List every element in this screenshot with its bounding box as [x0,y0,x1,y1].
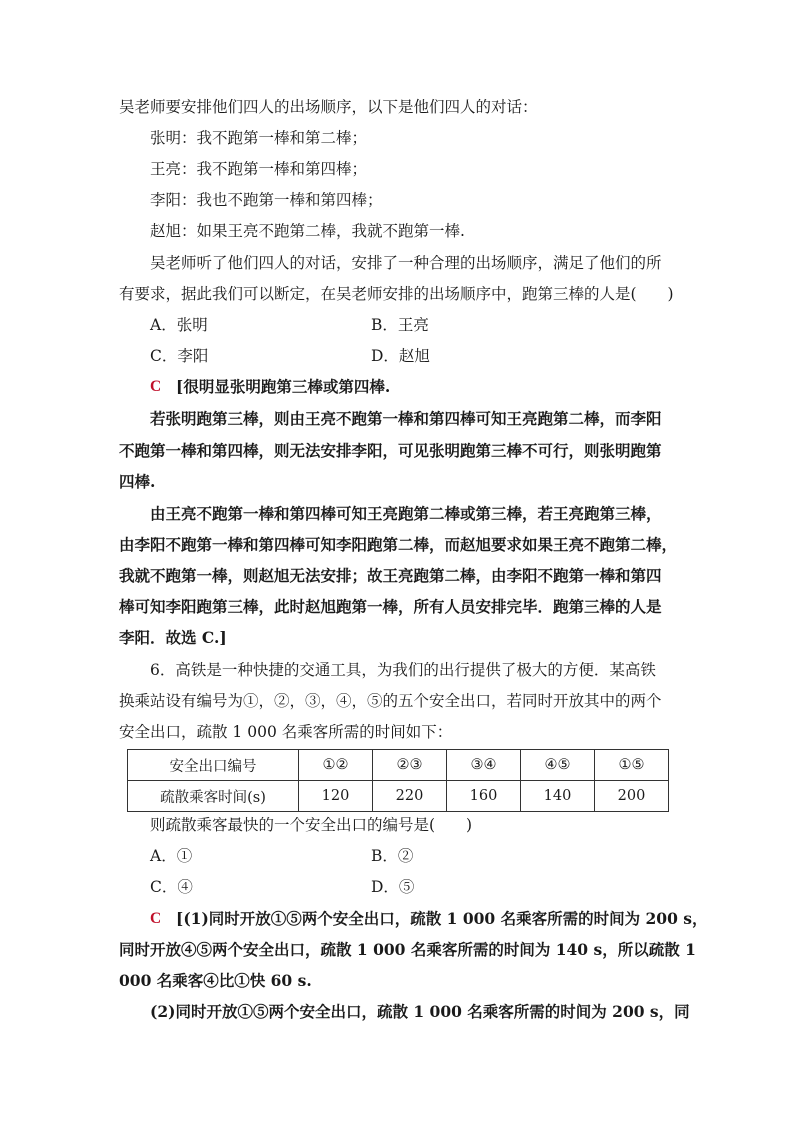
explanation-line-2: 若张明跑第三棒，则由王亮不跑第一棒和第四棒可知王亮跑第二棒，而李阳 [150,409,662,428]
explanation-line-4: (2)同时开放①⑤两个安全出口，疏散 1 000 名乘客所需的时间为 200 s，同 [150,1002,690,1021]
explanation-line-7: 我就不跑第一棒，则赵旭无法安排；故王亮跑第二棒，由李阳不跑第一棒和第四 [119,566,662,585]
question-line-1: 吴老师听了他们四人的对话，安排了一种合理的出场顺序，满足了他们的所 [150,254,662,272]
option-d: D．⑤ [371,878,415,896]
explanation-line-8: 棒可知李阳跑第三棒，此时赵旭跑第一棒，所有人员安排完毕．跑第三棒的人是 [119,597,662,616]
dialogue-wangliang: 王亮：我不跑第一棒和第四棒； [150,160,368,178]
table-cell: 140 [521,781,595,812]
table-row [128,781,669,812]
explanation-line-2: 同时开放④⑤两个安全出口，疏散 1 000 名乘客所需的时间为 140 s，所以疏散 1 [119,940,696,959]
table-cell: ④⑤ [521,750,595,781]
option-a: A．张明 [150,316,208,334]
table-header-exit: 安全出口编号 [128,750,299,781]
dialogue-liyang: 李阳：我也不跑第一棒和第四棒； [150,191,383,209]
answer-letter: C [150,378,162,395]
explanation-line-6: 由李阳不跑第一棒和第四棒可知李阳跑第二棒，而赵旭要求如果王亮不跑第二棒， [119,535,678,554]
option-b: B．② [371,847,414,865]
dialogue-zhangming: 张明：我不跑第一棒和第二棒； [150,129,368,147]
table-cell: ②③ [373,750,447,781]
explanation-line-3: 不跑第一棒和第四棒，则无法安排李阳，可见张明跑第三棒不可行，则张明跑第 [119,441,662,460]
table-cell: ①② [299,750,373,781]
table-cell: 200 [595,781,669,812]
explanation-line-5: 由王亮不跑第一棒和第四棒可知王亮跑第二棒或第三棒，若王亮跑第三棒， [150,504,662,523]
option-d: D．赵旭 [371,347,430,365]
option-b: B．王亮 [371,316,429,334]
option-c: C．④ [150,878,193,896]
evacuation-table [127,749,669,812]
table-cell: ①⑤ [595,750,669,781]
table-cell: 160 [447,781,521,812]
explanation-line-3: 000 名乘客④比①快 60 s. [119,971,312,990]
problem5-intro: 吴老师要安排他们四人的出场顺序，以下是他们四人的对话： [119,98,538,116]
problem6-line-3: 安全出口，疏散 1 000 名乘客所需的时间如下： [119,723,453,741]
table-row [128,750,669,781]
explanation-line-9: 李阳．故选 C.] [119,628,227,647]
explanation-line-1: [很明显张明跑第三棒或第四棒. [176,377,391,396]
explanation-line-4: 四棒. [119,472,156,491]
option-c: C．李阳 [150,347,209,365]
table-cell: 120 [299,781,373,812]
problem6-line-1: 6．高铁是一种快捷的交通工具，为我们的出行提供了极大的方便．某高铁 [150,661,656,679]
option-a: A．① [150,847,193,865]
table-cell: 220 [373,781,447,812]
question-line-2: 有要求，据此我们可以断定，在吴老师安排的出场顺序中，跑第三棒的人是( ) [119,285,674,303]
problem6-question: 则疏散乘客最快的一个安全出口的编号是( ) [150,816,473,834]
answer-letter: C [150,910,162,927]
dialogue-zhaoxu: 赵旭：如果王亮不跑第二棒，我就不跑第一棒. [150,222,465,240]
table-header-time: 疏散乘客时间(s) [128,781,299,812]
table-cell: ③④ [447,750,521,781]
explanation-line-1: [(1)同时开放①⑤两个安全出口，疏散 1 000 名乘客所需的时间为 200 s， [176,909,708,928]
problem6-line-2: 换乘站设有编号为①，②，③，④，⑤的五个安全出口，若同时开放其中的两个 [119,692,662,710]
